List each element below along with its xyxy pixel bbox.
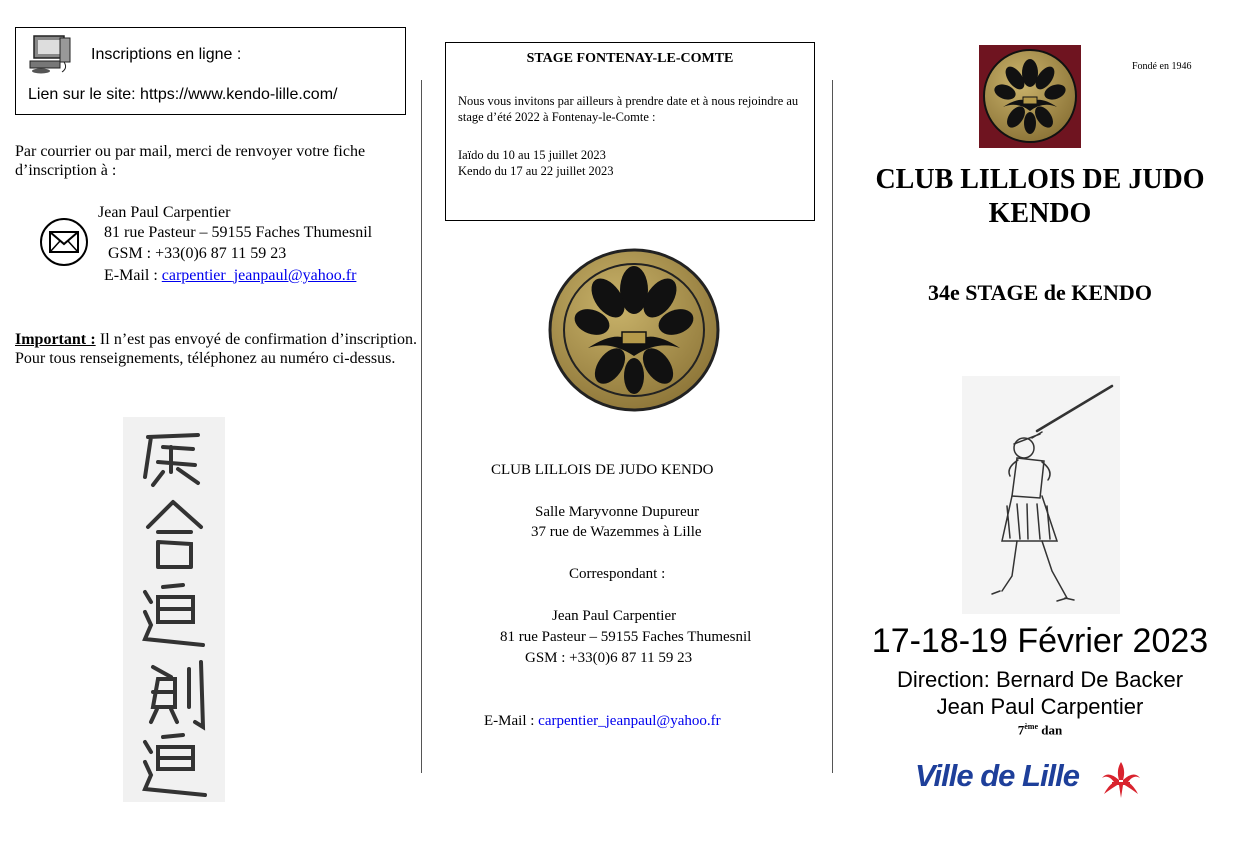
contact-email-line [104,266,356,286]
middle-contact-gsm: GSM : +33(0)6 87 11 59 23 [525,650,693,666]
club-title-line1: CLUB LILLOIS DE JUDO [875,164,1205,195]
ville-de-lille-logo [915,758,1079,794]
contact-address: 81 rue Pasteur – 59155 Faches Thumesnil [104,224,373,241]
middle-email-label: E-Mail : [484,713,539,729]
club-emblem-large [548,248,720,412]
important-text: Il n’est pas envoyé de confirmation d’inscription. Pour tous renseignements, téléphonez au numéro ci-dessus. [15,331,418,367]
kendoka-illustration [962,376,1120,614]
website-link-text[interactable]: Lien sur le site: https://www.kendo-lille.com/ [28,86,338,103]
dan-grade [845,722,1235,738]
middle-contact-address: 81 rue Pasteur – 59155 Faches Thumesnil [500,629,752,645]
direction-block [845,666,1235,720]
club-title [845,163,1235,231]
dan-word: dan [1038,722,1063,738]
middle-club-name: CLUB LILLOIS DE JUDO KENDO [491,462,714,478]
online-registration-title: Inscriptions en ligne : [91,46,242,63]
founded-year: Fondé en 1946 [1132,61,1192,72]
middle-email-line [484,713,721,730]
mail-instructions: Par courrier ou par mail, merci de renvoyer votre fiche d’inscription à : [15,143,366,179]
contact-gsm: GSM : +33(0)6 87 11 59 23 [108,245,287,262]
envelope-icon [39,217,89,267]
emblem-icon [979,45,1081,148]
calligraphy-image [123,417,225,802]
stage-box-title: STAGE FONTENAY-LE-COMTE [526,51,734,66]
club-emblem-small [979,45,1081,148]
dan-number: 7 [1017,722,1025,738]
correspondant-label: Correspondant : [569,566,666,582]
direction-line2: Jean Paul Carpentier [936,694,1144,719]
fleur-de-lys-icon [1100,760,1142,800]
fontenay-stage-box [445,42,815,221]
middle-contact-name: Jean Paul Carpentier [552,608,677,624]
ville-de-lille-text: Ville de Lille [915,758,1080,793]
email-label: E-Mail : [104,267,162,284]
iaido-dates: Iaïdo du 10 au 15 juillet 2023 [458,148,606,162]
online-registration-box [15,27,406,115]
stage-dates [458,147,614,179]
important-notice [15,330,417,368]
direction-line1: Direction: Bernard De Backer [896,667,1184,692]
email-link[interactable]: carpentier_jeanpaul@yahoo.fr [161,267,357,284]
venue-address: 37 rue de Wazemmes à Lille [531,524,702,540]
calligraphy-strokes-icon [123,417,225,802]
club-title-line2: KENDO [988,198,1092,229]
swordsman-icon [962,376,1120,614]
kendo-dates: Kendo du 17 au 22 juillet 2023 [458,164,614,178]
column-divider-left [421,80,422,773]
important-label: Important : [15,331,96,348]
column-divider-right [832,80,833,773]
venue-name: Salle Maryvonne Dupureur [535,504,700,520]
computer-icon [26,34,72,74]
middle-email-link[interactable]: carpentier_jeanpaul@yahoo.fr [538,713,721,729]
dan-suffix: ème [1024,722,1039,731]
contact-name: Jean Paul Carpentier [98,204,231,221]
stage-box-text: Nous vous invitons par ailleurs à prendre date et à nous rejoindre au stage d’été 2022 à Fontenay-le-Comte : [458,94,799,124]
stage-title: 34e STAGE de KENDO [928,280,1152,305]
stage-dates-main: 17-18-19 Février 2023 [871,622,1209,660]
